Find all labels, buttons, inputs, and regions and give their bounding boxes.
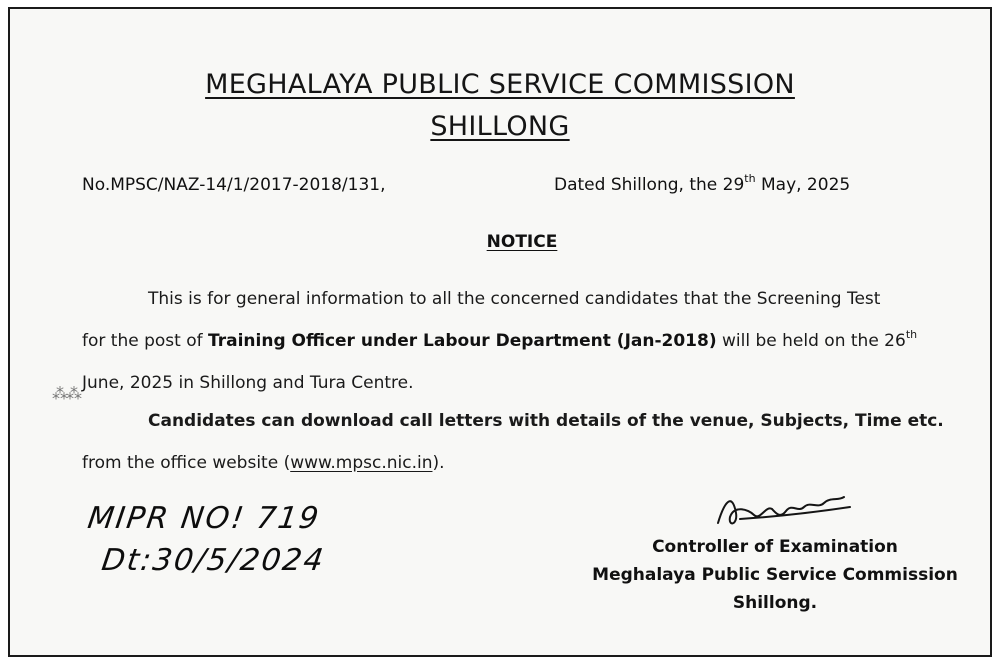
post-name: Training Officer under Labour Department (Jan-2018): [208, 331, 717, 351]
signature-scribble: [710, 483, 860, 537]
signatory-designation: Controller of Examination: [652, 537, 898, 557]
notice-line-2-post: will be held on the 26: [716, 331, 906, 351]
notice-document: [8, 7, 992, 657]
handwritten-mipr-number: MIPR NO! 719: [85, 501, 323, 536]
notice-line-4: Candidates can download call letters with details of the venue, Subjects, Time etc.: [148, 411, 944, 431]
dated-suffix: May, 2025: [755, 175, 851, 195]
notice-line-3: June, 2025 in Shillong and Tura Centre.: [82, 373, 414, 393]
city-title: SHILLONG: [430, 111, 570, 142]
notice-line-5: [82, 453, 445, 473]
commission-title: MEGHALAYA PUBLIC SERVICE COMMISSION: [205, 69, 795, 100]
notice-line-2: [82, 328, 918, 351]
notice-heading: NOTICE: [486, 232, 558, 252]
dated-sup: th: [744, 172, 756, 185]
notice-line-5-pre: from the office website (: [82, 453, 291, 473]
dated-prefix: Dated Shillong, the 29: [554, 175, 745, 195]
notice-line-5-post: ).: [432, 453, 445, 473]
dated-line: [554, 172, 851, 195]
notice-line-2-sup: th: [905, 328, 918, 341]
ink-smudge: ⁂⁂: [52, 384, 80, 403]
notice-line-2-pre: for the post of: [82, 331, 208, 351]
handwritten-date: Dt:30/5/2024: [99, 543, 328, 578]
signatory-place: Shillong.: [732, 593, 818, 613]
signatory-organisation: Meghalaya Public Service Commission: [592, 565, 958, 585]
notice-line-1: This is for general information to all the concerned candidates that the Screening Test: [148, 289, 881, 309]
reference-number: No.MPSC/NAZ-14/1/2017-2018/131,: [82, 175, 386, 195]
website-link[interactable]: www.mpsc.nic.in: [290, 453, 433, 473]
